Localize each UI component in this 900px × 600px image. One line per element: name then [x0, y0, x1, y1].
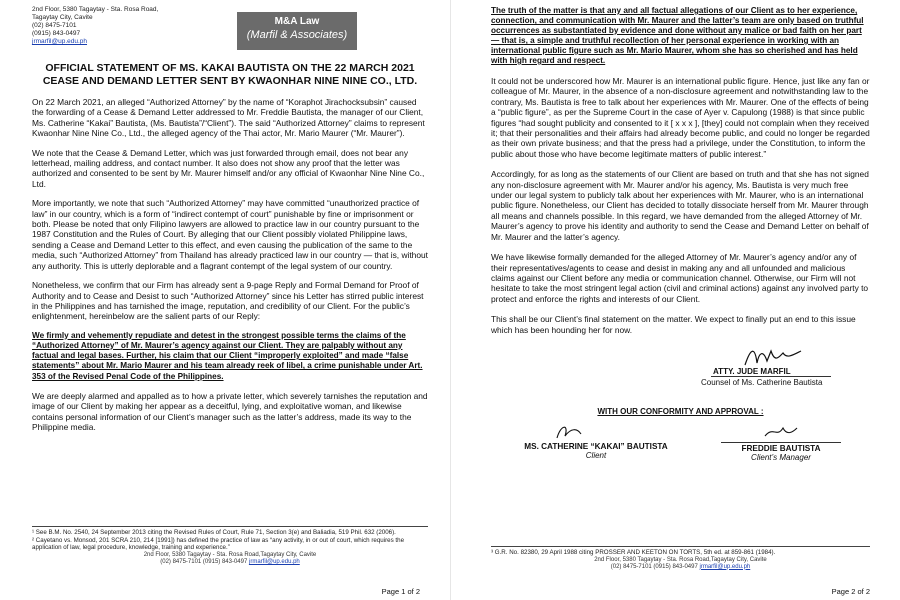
firm-logo [237, 12, 357, 50]
paragraph: On 22 March 2021, an alleged “Authorized Attorney” by the name of “Koraphot Jirachocksubsin” caused the forwarding of a Cease & Demand Letter addressed to Mr. Freddie Bautista, the manager of our Client, Ms. Catherine “Kakai” Bautista, (Ms. Bautista”/“Client”). The said “Authorized Attorney” claims to represent Kwaonhar Nine Nine Co., Ltd., the alleged agency of the Thai actor, Mr. Mario Maurer (“Mr. Maurer”). [32, 97, 425, 139]
reply-excerpt: The truth of the matter is that any and all factual allegations of our Client as to her experience, connection, and communication with Mr. Maurer and the latter’s team are only based on truthful occurrences as substantiated by evidence and done without any malice or bad faith on her part — that is, a simple and truthful recollection of her personal experience in working with an international public figure such as Mr. Mario Maurer, whom she has so cherished and has held with high regard and respect. [491, 6, 864, 65]
paragraph: It could not be underscored how Mr. Maurer is an international public figure. Hence, just like any fan or colleague of Mr. Maurer, in the absence of a non-disclosure agreement and notwithstanding law to the contrary, Ms. Bautista is free to talk about her experiences with Mr. Maurer. One of the effects of being a “public figure”, as per the Supreme Court in the case of Ayer v. Capulong (1988) is that since public figures “had sought publicity and consented to it [ x x x ], [they] could not complain when they received it; that their personalities and their affairs had already become public, and could no longer be regarded as their own private business; and that the press had a privilege, under the Constitution, to inform the public about those who have become legitimate matters of public interest.” [491, 76, 870, 159]
manager-role: Client’s Manager [751, 452, 811, 462]
footnote: ² Cayetano vs. Monsod, 201 SCRA 210, 214 [1991]) has defined the practice of law as “any activity, in or out of court, which requires the application of law, legal procedure, knowledge, training and experience.” [32, 536, 405, 552]
counsel-role: Counsel of Ms. Catherine Bautista [701, 377, 823, 387]
manager-signature [711, 442, 851, 462]
counsel-signature-block [491, 345, 870, 395]
client-signature [491, 442, 701, 460]
signature-line [721, 442, 841, 443]
signature-line [711, 376, 831, 377]
footer-phones: (02) 8475-7101 (0915) 843-0497 [610, 563, 698, 570]
paragraph: We have likewise formally demanded for the alleged Attorney of Mr. Maurer’s agency and/or any of their representatives/agents to cease and desist in making any and all unfounded and malicious claims against our Client before any media or communication channel. Otherwise, our Firm will not hesitate to take the most stringent legal action (civil and criminal actions) against any involved party to protect and enforce the rights and interests of our Client. [491, 252, 869, 304]
address-line: Tagaytay City, Cavite [32, 14, 93, 21]
footnote: ³ G.R. No. 82380, 29 April 1988 citing PROSSER AND KEETON ON TORTS, 5th ed. at 859-861 (1984). [491, 549, 776, 556]
letterhead [32, 6, 428, 58]
footer-phones: (02) 8475-7101 (0915) 843-0497 [160, 558, 248, 565]
logo-name: M&A Law [274, 16, 320, 27]
signature-scribble-icon [551, 422, 591, 442]
phone-line: (0915) 843-0497 [32, 30, 81, 37]
page-number: Page 1 of 2 [381, 587, 420, 596]
paragraph: Nonetheless, we confirm that our Firm has already sent a 9-page Reply and Formal Demand for Proof of Authority and to Cease and Desist to such “Authorized Attorney” since his Letter has stirred public interest in the Philippines and has tarnished the image, reputation, and credibility of our Client. For the public’s enlightenment, hereinbelow are the salient parts of our Reply: [32, 280, 424, 322]
statement-title: OFFICIAL STATEMENT OF MS. KAKAI BAUTISTA ON THE 22 MARCH 2021 CEASE AND DEMAND LETTER SENT BY KWAONHAR NINE NINE CO., LTD. [42, 62, 418, 87]
client-name: MS. CATHERINE “KAKAI” BAUTISTA [524, 441, 668, 451]
footer-contact [491, 564, 870, 571]
footer-address: 2nd Floor, 5380 Tagaytay - Sta. Rosa Road,Tagaytay City, Cavite [143, 551, 317, 558]
client-role: Client [585, 450, 607, 460]
footnote: ¹ See B.M. No. 2540, 24 September 2013 citing the Revised Rules of Court, Rule 71, Section 3(e) and Baliadia, 519 Phil. 632 (2006). [32, 529, 396, 536]
footer-email[interactable]: jrmarfil@up.edu.ph [248, 558, 300, 565]
reply-excerpt: We firmly and vehemently repudiate and detest in the strongest possible terms the claims of the “Authorized Attorney” of Mr. Maurer’s agency against our Client. They are palpably without any factual and legal bases. Further, his claim that our Client “improperly exploited” and made “false statements” about Mr. Mario Maurer and his team already reek of libel, a crime punishable under Art. 353 of the Revised Penal Code of the Philippines. [32, 330, 423, 381]
phone-line: (02) 8475-7101 [32, 22, 77, 29]
conformity-heading: WITH OUR CONFORMITY AND APPROVAL : [597, 406, 764, 416]
footnotes [491, 546, 870, 571]
paragraph: Accordingly, for as long as the statements of our Client are based on truth and that she has not signed any non-disclosure agreement with Mr. Maurer and/or his agency, Ms. Bautista is very much free under our legal system to publicly talk about her experiences with Mr. Maurer, who is an international public figure. Nonetheless, our Client has decided to totally dissociate herself from Mr. Maurer through all means and channels possible. In this regard, we have demanded from the alleged Attorney of Mr. Maurer’s agency to prove his identity and authority to send the Cease and Demand Letter on behalf of Mr. Maurer and the latter’s agency. [491, 169, 869, 242]
footer-email[interactable]: jrmarfil@up.edu.ph [699, 563, 751, 570]
footer-contact [32, 559, 428, 566]
manager-name: FREDDIE BAUTISTA [741, 443, 821, 453]
address-line: 2nd Floor, 5380 Tagaytay - Sta. Rosa Road, [32, 6, 159, 13]
email-link[interactable]: jrmarfil@up.edu.ph [32, 38, 88, 45]
paragraph: More importantly, we note that such “Authorized Attorney” may have committed “unauthorized practice of law” in our country, which is a form of “indirect contempt of court” punishable by fine or imprisonment or both. Please be noted that only Filipino lawyers are allowed to practice law in our country pursuant to the 1987 Constitution and the Rules of Court. By alleging that our Client possibly violated Philippine laws, sending a Cease and Demand Letter to this effect, and even causing the publication of the same to the media, such “Authorized Attorney” from Thailand has already practiced law in our country — that is, without any authority. This is utterly deplorable and a flagrant contempt of the legal system of our country. [32, 198, 428, 271]
page-number: Page 2 of 2 [831, 587, 870, 596]
paragraph: We are deeply alarmed and appalled as to how a private letter, which severely tarnishes the reputation and image of our Client by making her appear as a deceitful, lying, and exploitative woman, and likewise contains personal information of our Client’s manager such as the latter’s address, made its way to the Philippine media. [32, 390, 428, 432]
paragraph: This shall be our Client’s final statement on the matter. We expect to finally put an end to this issue which has been hounding her for now. [491, 314, 856, 335]
letterhead-address [32, 6, 158, 46]
footer-address: 2nd Floor, 5380 Tagaytay - Sta. Rosa Road,Tagaytay City, Cavite [594, 556, 767, 563]
page-2 [450, 0, 900, 600]
counsel-name: ATTY. JUDE MARFIL [713, 366, 791, 376]
signature-scribble-icon [761, 422, 801, 442]
paragraph: We note that the Cease & Demand Letter, which was just forwarded through email, does not bear any letterhead, mailing address, and contact number. It also does not show any proof that the letter was authorized and consented to be sent by Mr. Maurer himself and/or any official of Kwaonhar Nine Nine Co., Ltd. [32, 147, 425, 189]
footnotes [32, 526, 428, 566]
signers-row [491, 420, 870, 472]
logo-subname: (Marfil & Associates) [246, 29, 348, 41]
